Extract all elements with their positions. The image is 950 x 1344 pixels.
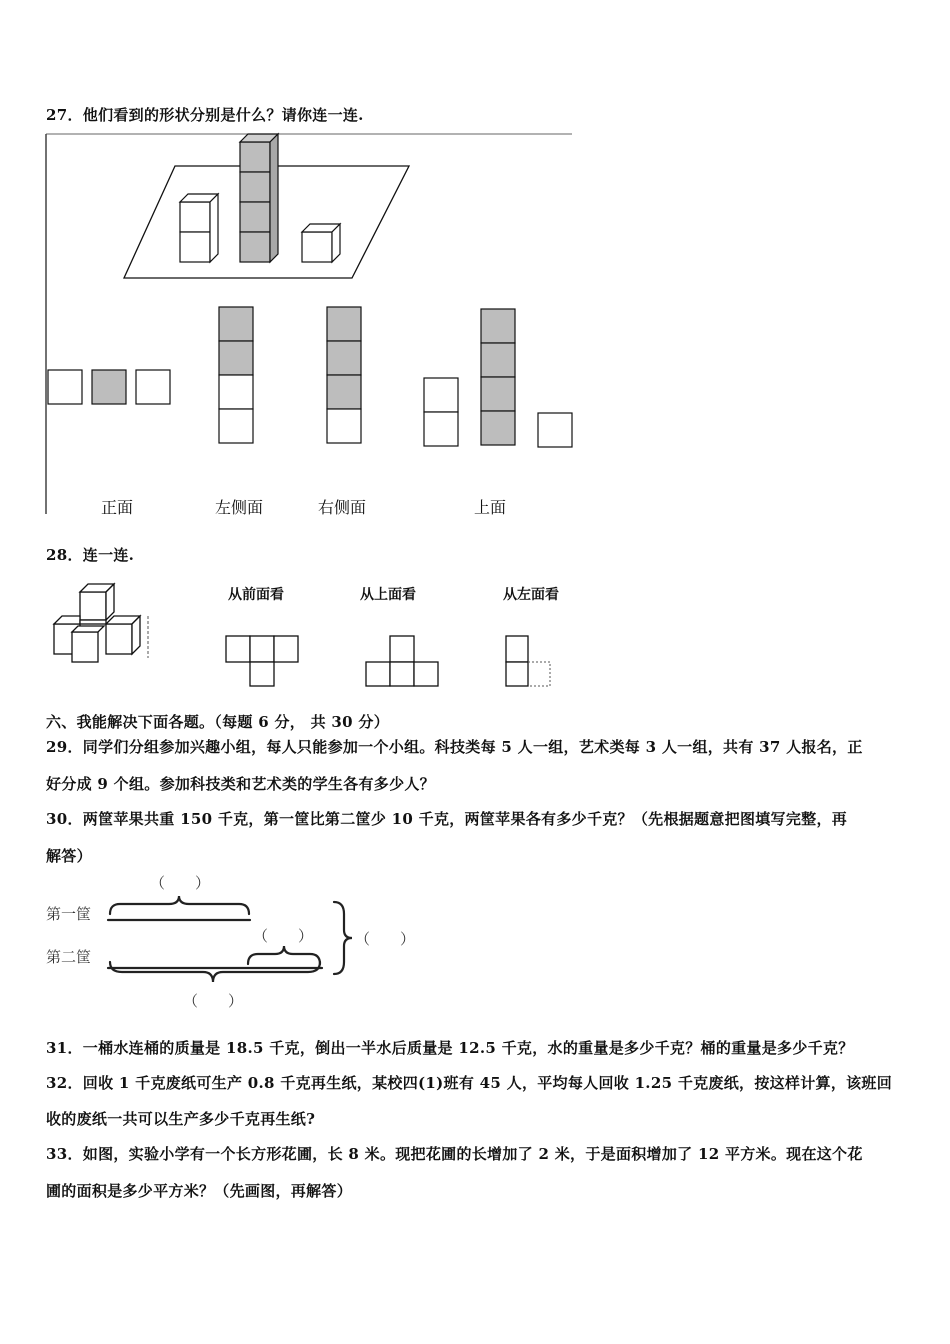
diagram-row2-label: 第二筐 xyxy=(46,950,92,966)
stack-right xyxy=(302,224,340,262)
label-top: 上面 xyxy=(474,498,507,517)
q32-line2: 收的废纸一共可以生产多少千克再生纸? xyxy=(46,1110,316,1128)
q27-text: 27．他们看到的形状分别是什么？请你连一连. xyxy=(46,106,364,124)
q30-line-diagram xyxy=(100,890,360,990)
q28-view-l-shape xyxy=(502,634,558,690)
caption-front-view: 从前面看 xyxy=(228,587,284,603)
q28-text: 28．连一连. xyxy=(46,546,135,564)
section6-heading: 六、我能解决下面各题。（每题 6 分， 共 30 分） xyxy=(46,713,390,731)
q30-line2: 解答） xyxy=(46,847,92,865)
view-right xyxy=(327,307,361,443)
q28-view-inverted-t xyxy=(362,634,442,690)
caption-left-view: 从左面看 xyxy=(503,587,559,603)
blank-total: （ ） xyxy=(355,932,416,948)
blank-bottom: （ ） xyxy=(183,994,244,1010)
q27-figure xyxy=(44,132,574,516)
q31-text: 31．一桶水连桶的质量是 18.5 千克，倒出一半水后质量是 12.5 千克，水的重量是多少千克？桶的重量是多少千克？ xyxy=(46,1039,854,1057)
label-front: 正面 xyxy=(101,498,134,517)
q32-line1: 32．回收 1 千克废纸可生产 0.8 千克再生纸，某校四(1)班有 45 人，平均每人回收 1.25 千克废纸，按这样计算，该班回 xyxy=(46,1074,893,1092)
label-left-side: 左侧面 xyxy=(215,498,264,517)
q29-line2: 好分成 9 个组。参加科技类和艺术类的学生各有多少人？ xyxy=(46,775,435,793)
view-top xyxy=(424,309,572,447)
q33-line1: 33．如图，实验小学有一个长方形花圃，长 8 米。现把花圃的长增加了 2 米，于是面积增加了 12 平方米。现在这个花 xyxy=(46,1145,863,1163)
view-left xyxy=(219,307,253,443)
caption-top-view: 从上面看 xyxy=(360,587,416,603)
diagram-row1-label: 第一筐 xyxy=(46,907,92,923)
blank-top: （ ） xyxy=(150,876,211,892)
view-front xyxy=(48,370,170,404)
q29-line1: 29．同学们分组参加兴趣小组，每人只能参加一个小组。科技类每 5 人一组，艺术类每 3 人一组，共有 37 人报名，正 xyxy=(46,738,863,756)
blank-diff: （ ） xyxy=(253,929,314,945)
stack-center xyxy=(240,134,278,262)
stack-left xyxy=(180,194,218,262)
q28-view-t-shape xyxy=(222,632,302,688)
q30-line1: 30．两筐苹果共重 150 千克，第一筐比第二筐少 10 千克，两筐苹果各有多少千克？（先根据题意把图填写完整，再 xyxy=(46,810,848,828)
q28-solid-figure xyxy=(46,578,156,668)
label-right-side: 右侧面 xyxy=(318,498,367,517)
q33-line2: 圃的面积是多少平方米？（先画图，再解答） xyxy=(46,1182,353,1200)
